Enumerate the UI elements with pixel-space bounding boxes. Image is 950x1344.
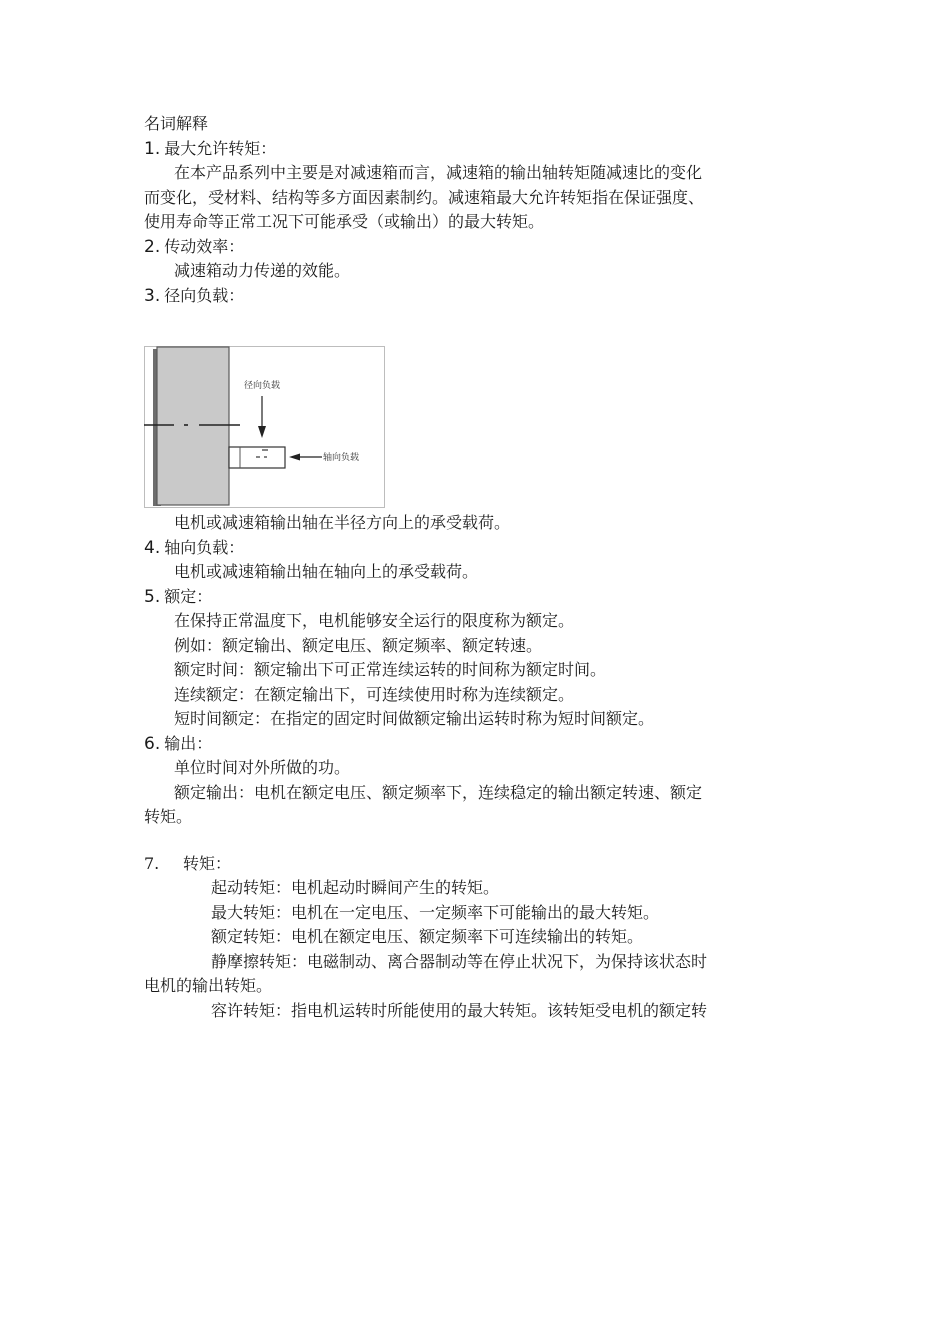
- section-4-line-1: 电机或减速箱输出轴在轴向上的承受载荷。: [174, 562, 479, 581]
- section-6-title-text: 输出：: [164, 733, 213, 753]
- section-6-line-2: 额定输出：电机在额定电压、额定频率下，连续稳定的输出额定转速、额定: [174, 782, 703, 802]
- document-page: [144, 112, 810, 1023]
- section-5-line-2: 例如：额定输出、额定电压、额定频率、额定转速。: [174, 635, 543, 655]
- document-heading: 名词解释: [144, 114, 209, 133]
- section-5-number: 5.: [144, 586, 161, 607]
- section-6-line-3: 转矩。: [144, 807, 193, 826]
- section-5-line-1: 在保持正常温度下，电机能够安全运行的限度称为额定。: [174, 611, 575, 630]
- spacer: [144, 830, 810, 852]
- section-1-line-3: 使用寿命等正常工况下可能承受（或输出）的最大转矩。: [144, 212, 545, 231]
- load-diagram: [144, 346, 810, 509]
- section-1-line-1: 在本产品系列中主要是对减速箱而言，减速箱的输出轴转矩随减速比的变化: [174, 163, 703, 182]
- section-7-line-2: 最大转矩：电机在一定电压、一定频率下可能输出的最大转矩。: [211, 902, 660, 922]
- axial-load-label: 轴向负载: [323, 453, 360, 463]
- section-4-title-text: 轴向负载：: [164, 537, 245, 557]
- section-2-title-text: 传动效率：: [164, 236, 245, 256]
- section-7-title-text: 转矩：: [183, 853, 232, 873]
- radial-load-label: 径向负载: [244, 381, 281, 391]
- load-diagram-svg: [144, 346, 386, 509]
- section-1-line-2: 而变化，受材料、结构等多方面因素制约。减速箱最大允许转矩指在保证强度、: [144, 187, 705, 207]
- section-7-line-3: 额定转矩：电机在额定电压、额定频率下可连续输出的转矩。: [211, 927, 644, 946]
- section-6-line-1: 单位时间对外所做的功。: [174, 758, 351, 777]
- section-6-number: 6.: [144, 733, 161, 754]
- section-3-title: [144, 284, 810, 309]
- section-5-line-4: 连续额定：在额定输出下，可连续使用时称为连续额定。: [174, 684, 575, 704]
- section-5-line-3: 额定时间：额定输出下可正常连续运转的时间称为额定时间。: [174, 660, 607, 679]
- section-7-line-4: 静摩擦转矩：电磁制动、离合器制动等在停止状况下，为保持该状态时: [211, 951, 708, 971]
- section-7-line-5: 电机的输出转矩。: [144, 976, 273, 995]
- section-7-title: [144, 852, 810, 877]
- section-1-title-text: 最大允许转矩：: [164, 138, 277, 158]
- section-5-title-text: 额定：: [164, 586, 213, 606]
- section-2-title: [144, 235, 810, 260]
- section-3-title-text: 径向负载：: [164, 285, 245, 305]
- section-2-number: 2.: [144, 236, 161, 257]
- section-3-number: 3.: [144, 285, 161, 306]
- section-1-title: [144, 137, 810, 162]
- section-7-number: 7.: [144, 853, 160, 873]
- spacer: [144, 308, 810, 346]
- section-4-number: 4.: [144, 537, 161, 558]
- section-7-line-6: 容许转矩：指电机运转时所能使用的最大转矩。该转矩受电机的额定转: [211, 1000, 708, 1020]
- section-1-number: 1.: [144, 138, 161, 159]
- section-2-line-1: 减速箱动力传递的效能。: [174, 261, 351, 280]
- motor-body: [157, 347, 229, 505]
- section-5-title: [144, 585, 810, 610]
- section-7-line-1: 起动转矩：电机起动时瞬间产生的转矩。: [211, 878, 500, 897]
- section-6-title: [144, 732, 810, 757]
- section-5-line-5: 短时间额定：在指定的固定时间做额定输出运转时称为短时间额定。: [174, 709, 655, 728]
- section-4-title: [144, 536, 810, 561]
- section-3-line-1: 电机或减速箱输出轴在半径方向上的承受载荷。: [174, 513, 511, 532]
